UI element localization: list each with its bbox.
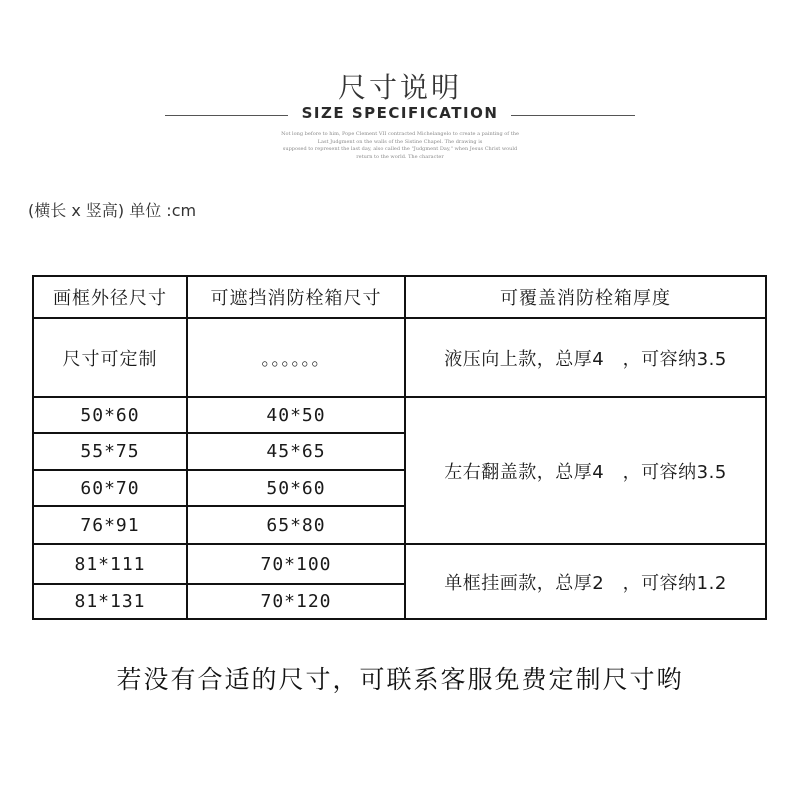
fine-print-line: supposed to represent the last day, also called the "Judgment Day," when Jesus Christ would (282, 146, 518, 152)
cell-style-side-flip: 左右翻盖款，总厚4 ，可容纳3.5 (405, 397, 766, 544)
cell-outer-size: 81*131 (33, 584, 187, 619)
cell-inner-custom: 。。。。。。 (187, 318, 405, 397)
decorative-fine-print (270, 131, 530, 161)
cell-style-hanging: 单框挂画款，总厚2 ，可容纳1.2 (405, 544, 766, 619)
cell-outer-size: 60*70 (33, 470, 187, 506)
page-subtitle: SIZE SPECIFICATION (301, 104, 499, 122)
table-row (33, 544, 766, 584)
fine-print-line: Not long before to him, Pope Clement VII contracted Michelangelo to create a painting of the (281, 131, 519, 137)
cell-inner-size: 70*120 (187, 584, 405, 619)
page-title: 尺寸说明 (337, 71, 462, 104)
cell-inner-size: 40*50 (187, 397, 405, 433)
cell-style-hydraulic: 液压向上款，总厚4 ，可容纳3.5 (405, 318, 766, 397)
fine-print-line: return to the world. The character (356, 153, 444, 160)
cell-outer-size: 76*91 (33, 506, 187, 544)
cell-inner-size: 50*60 (187, 470, 405, 506)
cell-inner-size: 45*65 (187, 433, 405, 470)
header-thickness: 可覆盖消防栓箱厚度 (405, 276, 766, 318)
divider-right (511, 115, 635, 116)
cell-inner-size: 70*100 (187, 544, 405, 584)
table-header-row (33, 276, 766, 318)
header-outer-size: 画框外径尺寸 (33, 276, 187, 318)
size-spec-table (32, 275, 767, 620)
subtitle-row (0, 104, 800, 128)
cell-outer-size: 55*75 (33, 433, 187, 470)
table-row-custom (33, 318, 766, 397)
header-inner-size: 可遮挡消防栓箱尺寸 (187, 276, 405, 318)
cell-outer-custom: 尺寸可定制 (33, 318, 187, 397)
cell-outer-size: 81*111 (33, 544, 187, 584)
cell-inner-size: 65*80 (187, 506, 405, 544)
custom-size-note: 若没有合适的尺寸，可联系客服免费定制尺寸哟 (116, 665, 684, 694)
cell-outer-size: 50*60 (33, 397, 187, 433)
fine-print-line: Last Judgment on the walls of the Sistine Chapel. The drawing is (317, 138, 483, 145)
unit-note: (横长 x 竖高) 单位 :cm (28, 201, 197, 220)
table-row (33, 397, 766, 433)
